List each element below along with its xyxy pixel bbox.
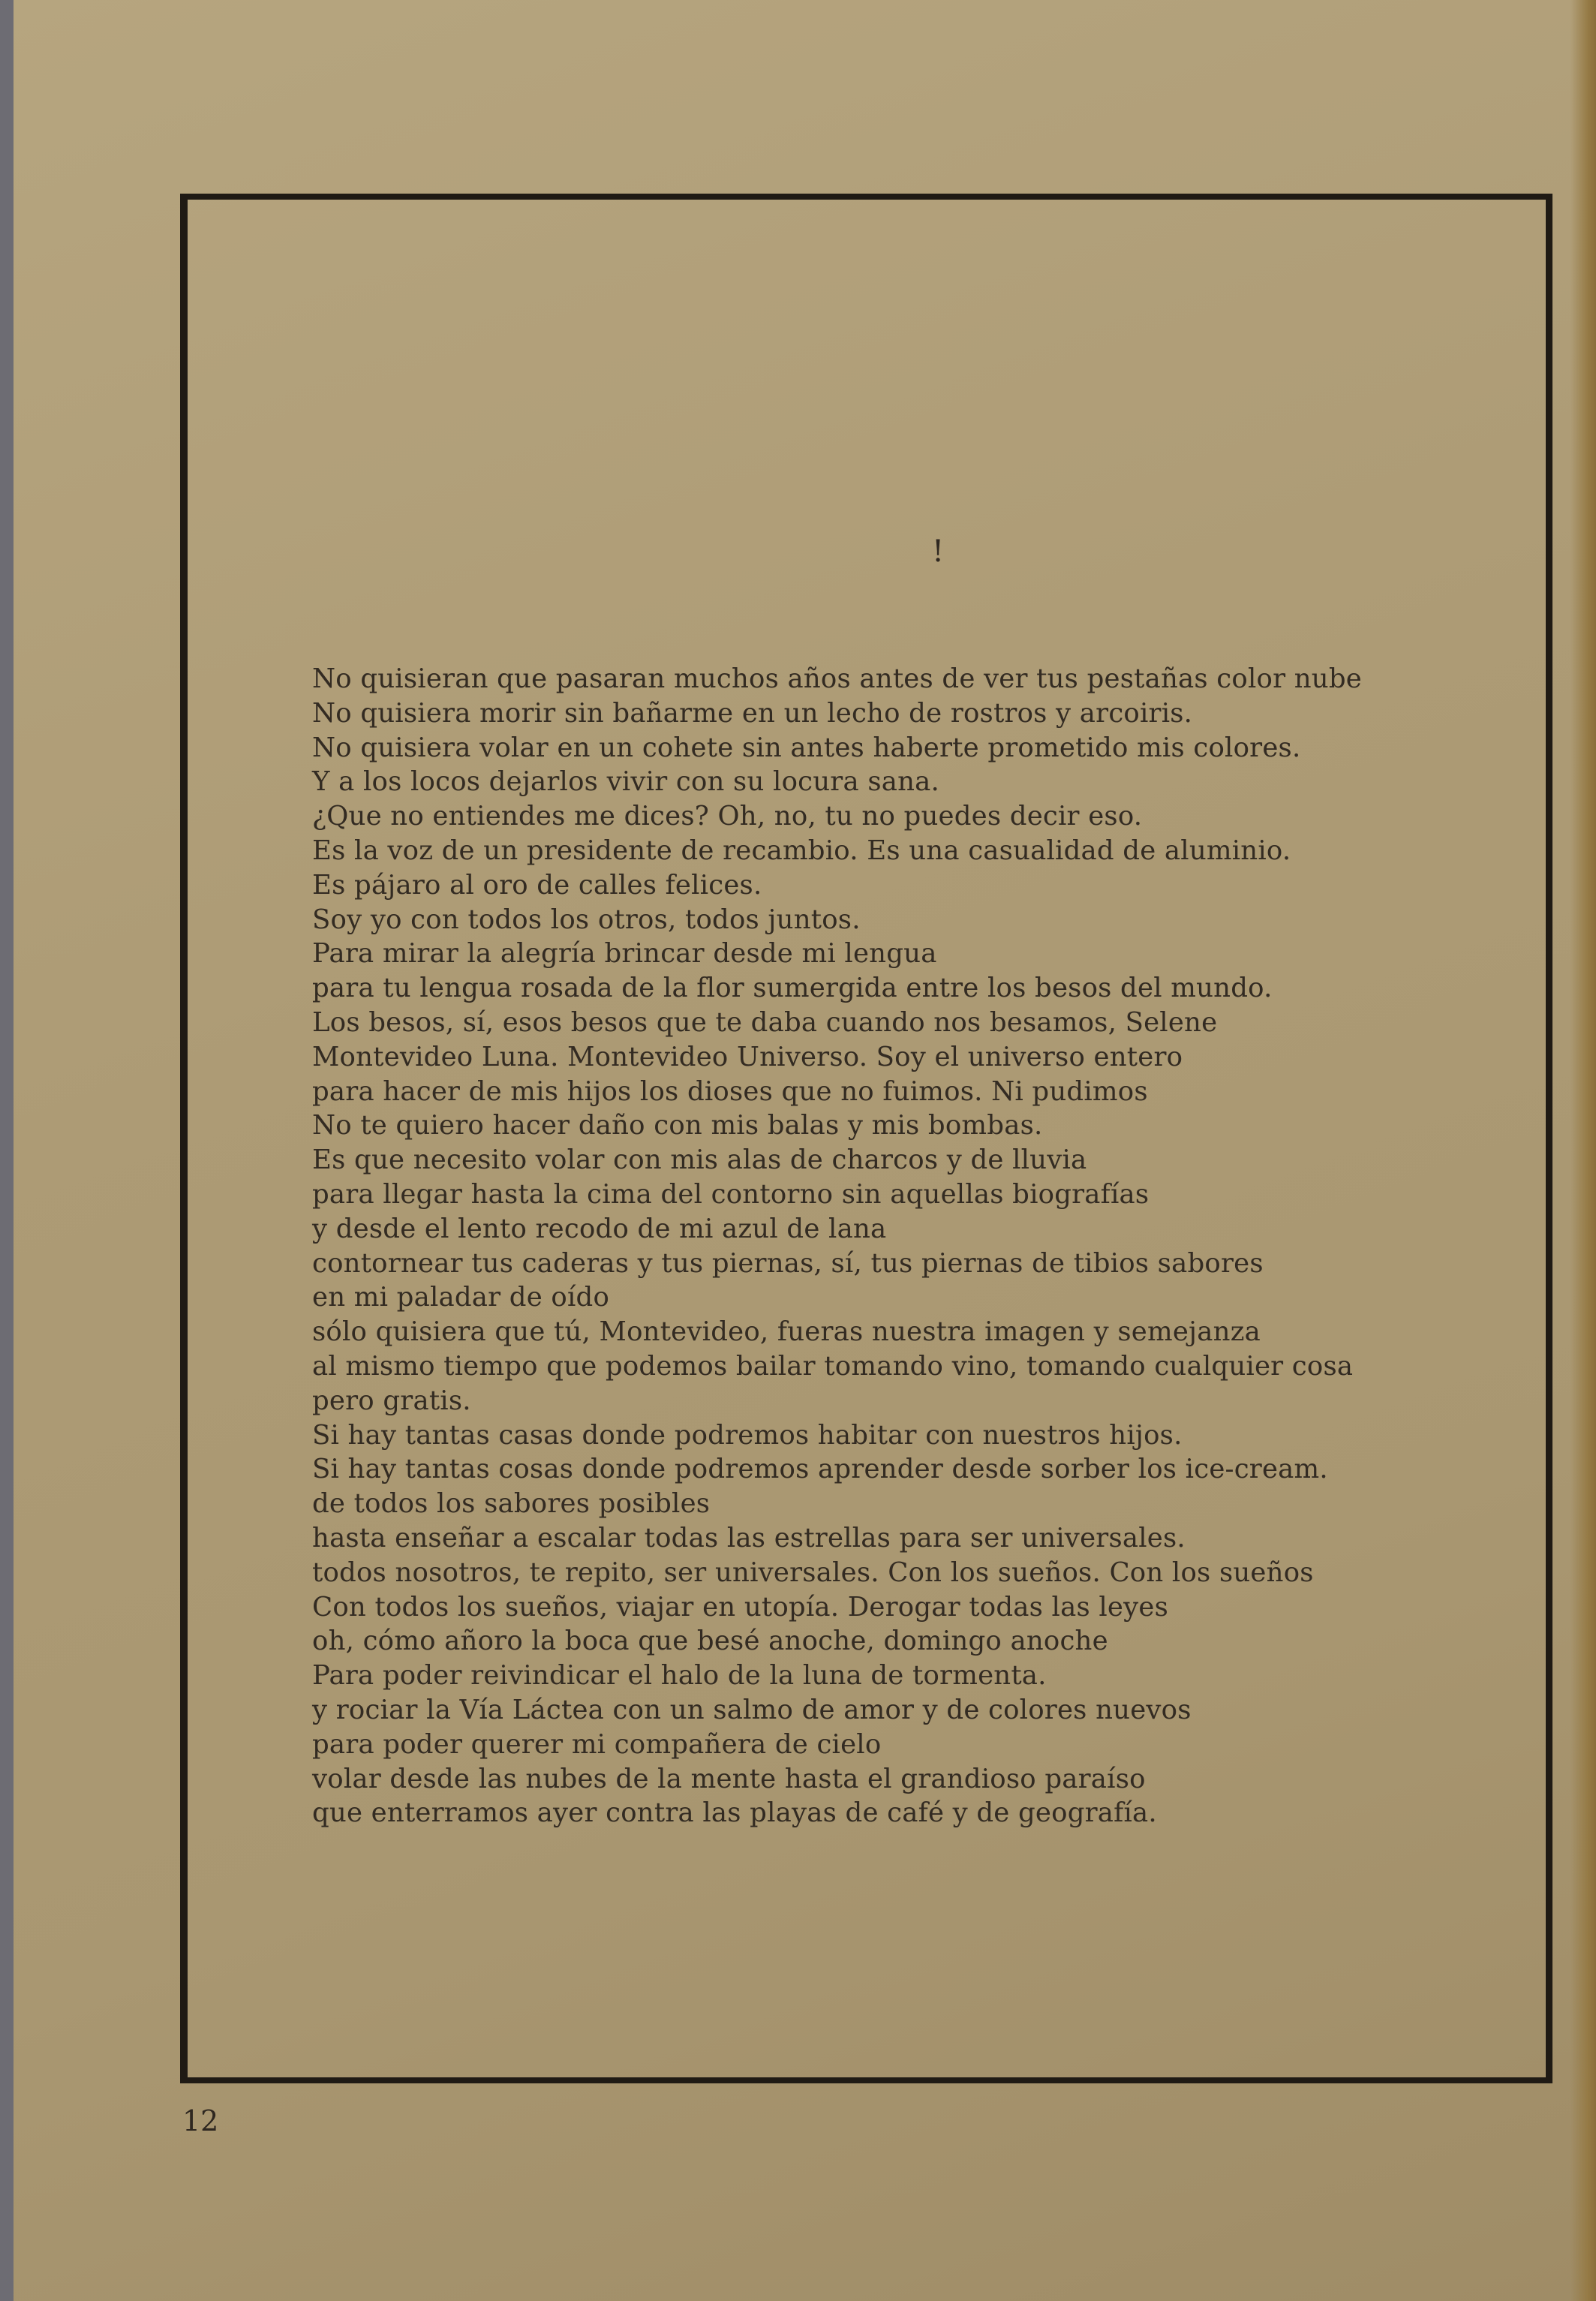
poem-line: No te quiero hacer daño con mis balas y mis bombas. xyxy=(312,1110,1043,1141)
poem-line: Y a los locos dejarlos vivir con su locura sana. xyxy=(312,766,940,798)
poem-line: ¿Que no entiendes me dices? Oh, no, tu no puedes decir eso. xyxy=(312,801,1143,832)
poem-line: y rociar la Vía Láctea con un salmo de amor y de colores nuevos xyxy=(312,1694,1192,1725)
poem-line: de todos los sabores posibles xyxy=(312,1488,711,1520)
poem-line: que enterramos ayer contra las playas de café y de geografía. xyxy=(312,1797,1157,1829)
poem-line: todos nosotros, te repito, ser universales. Con los sueños. Con los sueños xyxy=(312,1557,1314,1588)
poem-line: volar desde las nubes de la mente hasta el grandioso paraíso xyxy=(312,1763,1146,1794)
poem-line: Para mirar la alegría brincar desde mi lengua xyxy=(312,938,937,970)
poem-line: Soy yo con todos los otros, todos juntos. xyxy=(312,904,861,935)
poem-text xyxy=(312,662,1400,1830)
poem-line: contornear tus caderas y tus piernas, sí, tus piernas de tibios sabores xyxy=(312,1247,1264,1279)
poem-line: pero gratis. xyxy=(312,1385,471,1416)
poem-line: No quisiera volar en un cohete sin antes haberte prometido mis colores. xyxy=(312,732,1301,763)
poem-line: hasta enseñar a escalar todas las estrellas para ser universales. xyxy=(312,1522,1186,1554)
poem-line: No quisieran que pasaran muchos años antes de ver tus pestañas color nube xyxy=(312,663,1362,694)
poem-line: sólo quisiera que tú, Montevideo, fueras nuestra imagen y semejanza xyxy=(312,1316,1261,1348)
poem-line: Si hay tantas cosas donde podremos aprender desde sorber los ice-cream. xyxy=(312,1454,1328,1485)
page-number: 12 xyxy=(182,2104,219,2137)
poem-line: para hacer de mis hijos los dioses que no fuimos. Ni pudimos xyxy=(312,1075,1148,1107)
poem-line: Con todos los sueños, viajar en utopía. Derogar todas las leyes xyxy=(312,1591,1168,1623)
poem-line: para poder querer mi compañera de cielo xyxy=(312,1728,882,1760)
poem-line: Es que necesito volar con mis alas de charcos y de lluvia xyxy=(312,1144,1087,1176)
poem-line: Es la voz de un presidente de recambio. Es una casualidad de aluminio. xyxy=(312,835,1291,866)
poem-line: y desde el lento recodo de mi azul de lana xyxy=(312,1213,887,1244)
poem-line: en mi paladar de oído xyxy=(312,1282,610,1313)
decorative-mark: ! xyxy=(932,534,945,569)
poem-line: para llegar hasta la cima del contorno sin aquellas biografías xyxy=(312,1178,1150,1210)
poem-line: Para poder reivindicar el halo de la luna de tormenta. xyxy=(312,1660,1047,1692)
poem-line: Los besos, sí, esos besos que te daba cuando nos besamos, Selene xyxy=(312,1006,1218,1038)
poem-line: Si hay tantas casas donde podremos habitar con nuestros hijos. xyxy=(312,1419,1183,1451)
poem-line: oh, cómo añoro la boca que besé anoche, domingo anoche xyxy=(312,1626,1108,1657)
poem-line: Es pájaro al oro de calles felices. xyxy=(312,869,762,901)
poem-line: No quisiera morir sin bañarme en un lecho de rostros y arcoiris. xyxy=(312,697,1193,729)
poem-line: Montevideo Luna. Montevideo Universo. Soy el universo entero xyxy=(312,1041,1183,1072)
page-edge-shadow xyxy=(1570,0,1596,2301)
poem-line: para tu lengua rosada de la flor sumergida entre los besos del mundo. xyxy=(312,973,1273,1004)
poem-line: al mismo tiempo que podemos bailar tomando vino, tomando cualquier cosa xyxy=(312,1350,1354,1382)
